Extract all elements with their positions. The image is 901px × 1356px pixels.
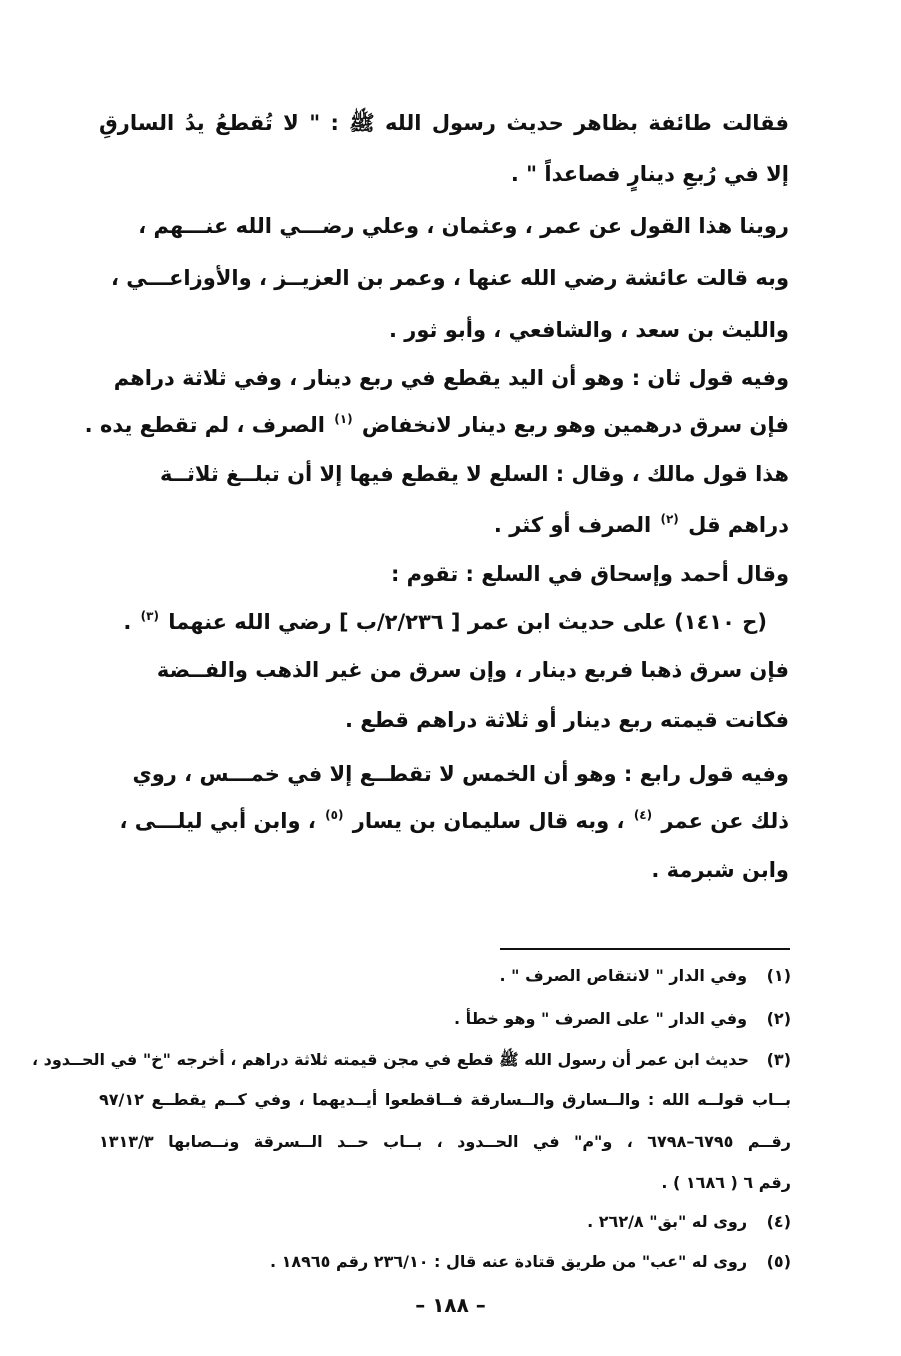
body-line-15 <box>119 808 789 833</box>
body-line-9 <box>494 512 789 537</box>
body-line-15-text-a: ذلك عن عمر <box>661 809 789 833</box>
footnote-text-5: روى له "عب" من طريق قتادة عنه قال : ٢٣٦/١٠ رقم ١٨٩٦٥ . <box>269 1252 748 1271</box>
footnote-number-1: (١) <box>766 966 791 985</box>
body-line-15-text-c: ، وابن أبي ليلـــى ، <box>119 809 316 833</box>
footnote-ref-1[interactable]: (١) <box>334 412 353 426</box>
body-line-11-text-a: (ح ١٤١٠) على حديث ابن عمر [ ٢/٢٣٦/ب ] رضي الله عنهما <box>168 610 767 634</box>
body-line-15-text-b: ، وبه قال سليمان بن يسار <box>352 809 625 833</box>
body-line-9-text-b: الصرف أو كثر . <box>493 513 652 537</box>
body-line-8: هذا قول مالك ، وقال : السلع لا يقطع فيها إلا أن تبلــغ ثلاثــة <box>159 462 789 486</box>
body-line-11-text-b: . <box>123 610 132 634</box>
body-line-4: وبه قالت عائشة رضي الله عنها ، وعمر بن العزيــز ، والأوزاعـــي ، <box>111 266 789 290</box>
footnote-number-2: (٢) <box>766 1009 791 1028</box>
body-line-2: إلا في رُبعِ دينارٍ فصاعداً " . <box>510 162 789 186</box>
footnote-5 <box>270 1252 791 1271</box>
footnote-1 <box>500 966 791 985</box>
footnote-3-line-4: رقم ٦ ( ١٦٨٦ ) . <box>661 1173 791 1192</box>
footnote-3-line-2: بــاب قولــه الله : والــسارق والــسارقة فــاقطعوا أيــديهما ، وفي كــم يقطــع ٩٧/١٢ <box>99 1090 791 1109</box>
footnote-ref-3[interactable]: (٣) <box>140 609 159 623</box>
footnote-4 <box>587 1212 791 1231</box>
body-line-3: روينا هذا القول عن عمر ، وعثمان ، وعلي رضـــي الله عنـــهم ، <box>138 214 789 238</box>
body-line-14: وفيه قول رابع : وهو أن الخمس لا تقطــع إلا في خمـــس ، روي <box>132 762 789 786</box>
body-line-10: وقال أحمد وإسحاق في السلع : تقوم : <box>390 562 789 586</box>
body-line-1: فقالت طائفة بظاهر حديث رسول الله ﷺ : " لا تُقطعُ يدُ السارقِ <box>99 111 789 135</box>
footnote-number-5: (٥) <box>766 1252 791 1271</box>
footnote-3-line-3: رقــم ٦٧٩٥–٦٧٩٨ ، و"م" في الحــدود ، بــاب حــد الــسرقة ونــصابها ١٣١٣/٣ <box>99 1132 791 1151</box>
footnote-text-2: وفي الدار " على الصرف " وهو خطأ . <box>454 1009 748 1028</box>
footnote-text-1: وفي الدار " لانتقاص الصرف " . <box>499 966 748 985</box>
body-line-9-text-a: دراهم قل <box>688 513 789 537</box>
footnote-number-3: (٣) <box>766 1050 791 1069</box>
footnote-2 <box>454 1009 791 1028</box>
page-number: – ١٨٨ – <box>415 1293 486 1317</box>
body-line-5: والليث بن سعد ، والشافعي ، وأبو ثور . <box>388 318 789 342</box>
body-line-7-text-a: فإن سرق درهمين وهو ربع دينار لانخفاض <box>361 413 789 437</box>
body-line-12: فإن سرق ذهبا فربع دينار ، وإن سرق من غير الذهب والفــضة <box>156 658 789 682</box>
footnote-ref-5[interactable]: (٥) <box>325 808 344 822</box>
footnote-separator <box>500 948 790 950</box>
body-line-13: فكانت قيمته ربع دينار أو ثلاثة دراهم قطع . <box>344 708 789 732</box>
footnote-text-4: روى له "بق" ٢٦٢/٨ . <box>587 1212 748 1231</box>
body-line-16: وابن شبرمة . <box>651 858 789 882</box>
footnote-ref-2[interactable]: (٢) <box>660 512 679 526</box>
body-line-6: وفيه قول ثان : وهو أن اليد يقطع في ربع دينار ، وفي ثلاثة دراهم <box>113 366 789 390</box>
body-line-7 <box>85 412 789 437</box>
body-line-7-text-b: الصرف ، لم تقطع يده . <box>84 413 325 437</box>
body-line-11 <box>123 609 767 634</box>
footnote-ref-4[interactable]: (٤) <box>633 808 653 822</box>
footnote-3-line-1: حديث ابن عمر أن رسول الله ﷺ قطع في مجن قيمته ثلاثة دراهم ، أخرجه "خ" في الحــدود ، <box>32 1050 749 1069</box>
footnote-3 <box>753 1050 791 1069</box>
footnote-number-4: (٤) <box>766 1212 791 1231</box>
